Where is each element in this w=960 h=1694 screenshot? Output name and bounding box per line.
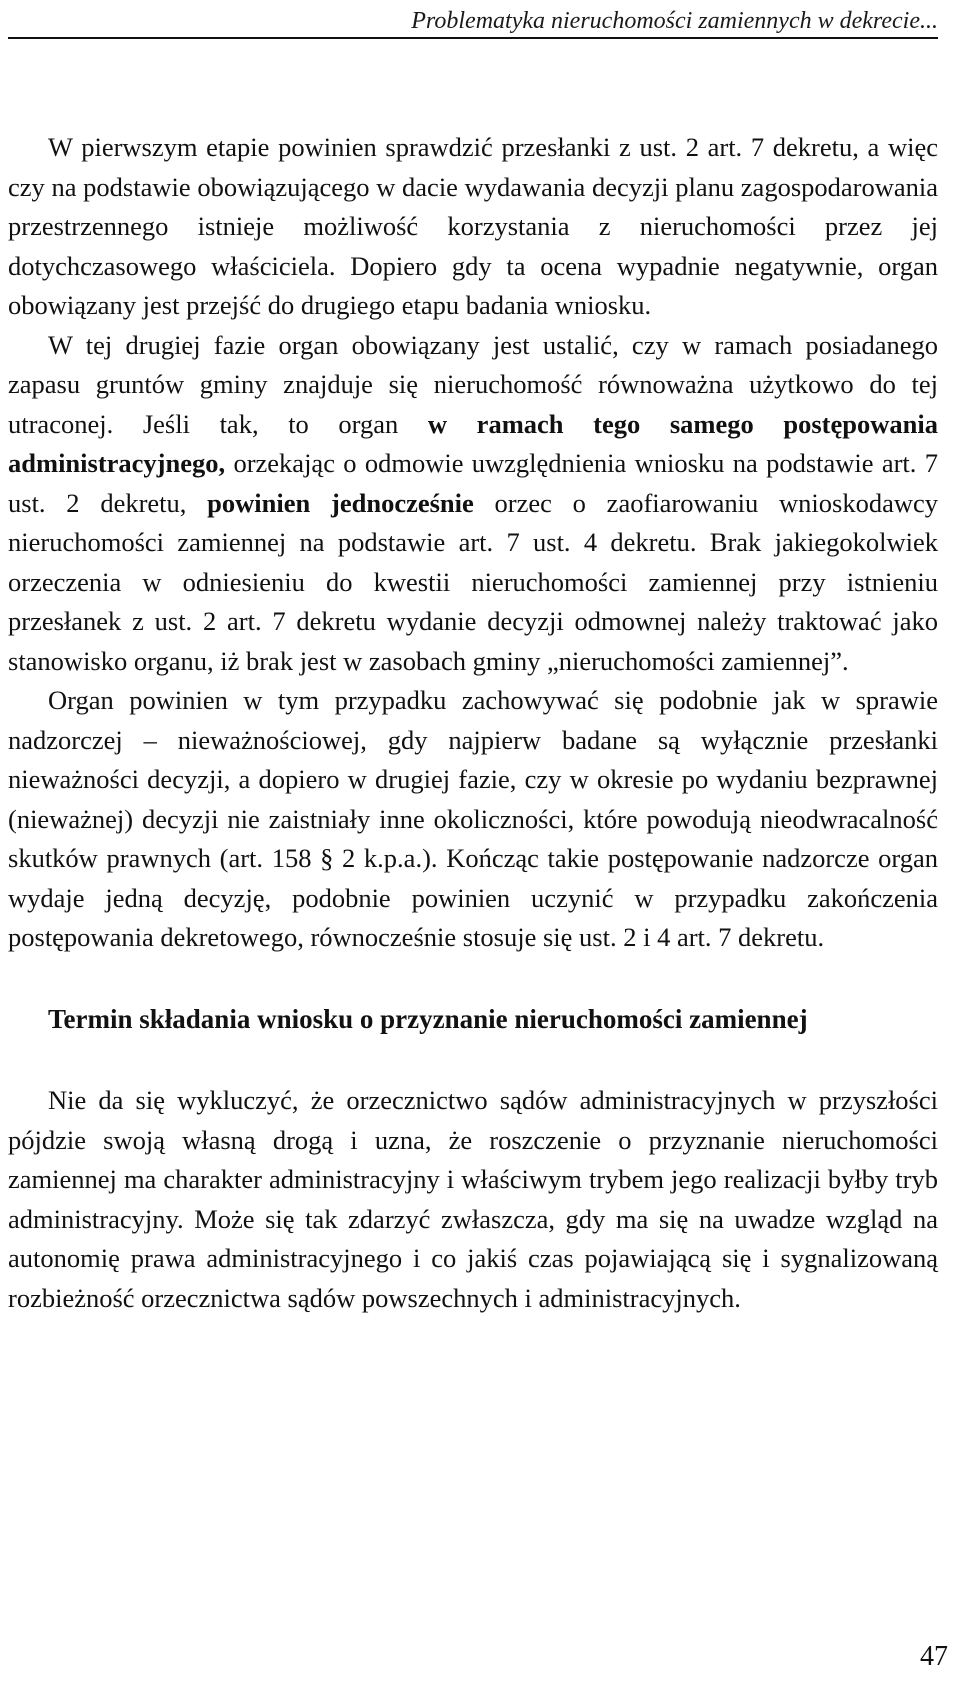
section-title: Termin składania wniosku o przyznanie nieruchomości zamiennej <box>48 1003 808 1034</box>
header-rule <box>8 37 938 39</box>
paragraph <box>8 326 938 682</box>
paragraph-text: Organ powinien w tym przypadku zachowywać się podobnie jak w sprawie nadzorczej – nieważnościowej, gdy najpierw badane są wyłącznie przesłanki nieważności decyzji, a dopiero w drugiej fazie, czy w okresie po wydaniu bezprawnej (nieważnej) decyzji nie zaistniały inne okoliczności, które powodują nieodwracalność skutków prawnych (art. 158 § 2 k.p.a.). Kończąc takie postępowanie nadzorcze organ wydaje jedną decyzję, podobnie powinien uczynić w przypadku zakończenia postępowania dekretowego, równocześnie stosuje się ust. 2 i 4 art. 7 dekretu. <box>8 685 938 952</box>
emphasis-text: w ramach tego samego postępowania administracyjnego, <box>8 408 938 478</box>
page-number: 47 <box>920 1641 948 1672</box>
running-head: Problematyka nieruchomości zamiennych w dekrecie... <box>411 8 938 34</box>
emphasis-text: powinien jednocześnie <box>207 487 474 518</box>
paragraph-text: orzec o zaofiarowaniu wnioskodawcy nieruchomości zamiennej na podstawie art. 7 ust. 4 dekretu. Brak jakiegokolwiek orzeczenia w odniesieniu do kwestii nieruchomości zamiennej przy istnieniu przesłanek z ust. 2 art. 7 dekretu wydanie decyzji odmownej należy traktować jako stanowisko organu, iż brak jest w zasobach gminy „nieruchomości zamiennej”. <box>8 487 938 676</box>
paragraph-text: W pierwszym etapie powinien sprawdzić przesłanki z ust. 2 art. 7 dekretu, a więc czy na podstawie obowiązującego w dacie wydawania decyzji planu zagospodarowania przestrzennego istnieje możliwość korzystania z nieruchomości przez jej dotychczasowego właściciela. Dopiero gdy ta ocena wypadnie negatywnie, organ obowiązany jest przejść do drugiego etapu badania wniosku. <box>8 132 938 320</box>
paragraph-text: Nie da się wykluczyć, że orzecznictwo sądów administracyjnych w przyszłości pójdzie swoją własną drogą i uzna, że roszczenie o przyznanie nieruchomości zamiennej ma charakter administracyjny i właściwym trybem jego realizacji byłby tryb administracyjny. Może się tak zdarzyć zwłaszcza, gdy ma się na uwadze wzgląd na autonomię prawa administracyjnego i co jakiś czas pojawiającą się i sygnalizowaną rozbieżność orzecznictwa sądów powszechnych i administracyjnych. <box>8 1085 938 1313</box>
paragraph <box>8 1081 938 1318</box>
paragraph <box>8 128 938 326</box>
paragraph <box>8 681 938 958</box>
paragraph-text: orzekając o odmowie uwzględnienia wniosku na podstawie art. 7 ust. 2 dekretu, <box>8 448 938 518</box>
body-text <box>8 128 938 1318</box>
paragraph-text: W tej drugiej fazie organ obowiązany jest ustalić, czy w ramach posiadanego zapasu gruntów gminy znajduje się nieruchomość równoważna użytkowo do tej utraconej. Jeśli tak, to organ <box>8 329 938 439</box>
